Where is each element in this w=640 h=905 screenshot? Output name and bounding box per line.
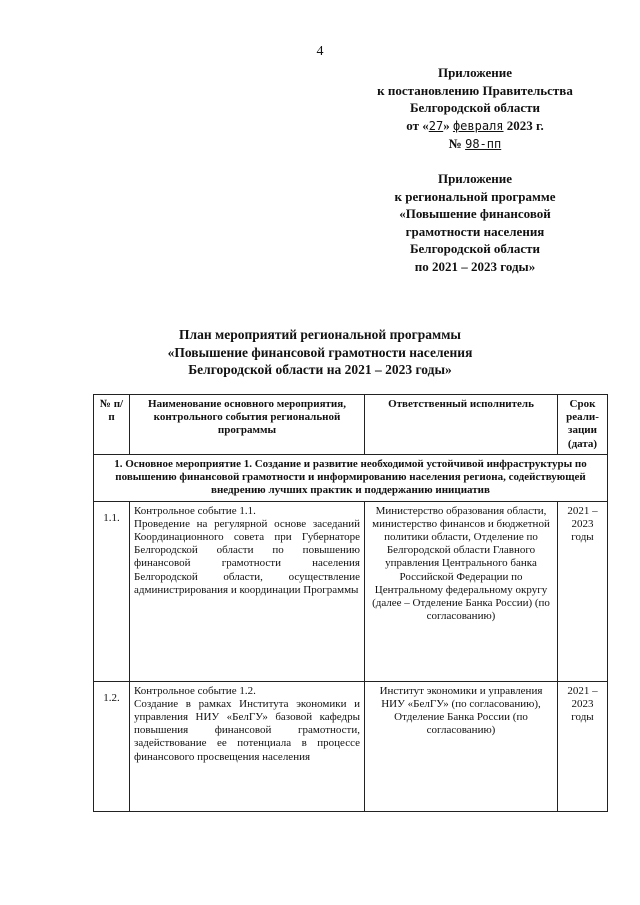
appendix-title: Приложение	[437, 171, 513, 186]
row-responsible: Министерство образования области, министерство финансов и бюджетной политики области, Отделение по Белгородской области Главного управления Центрального банка Российской Федерации по Центральному федеральному округу (далее – Отделение Банка России) (по согласованию)	[365, 501, 558, 681]
table-header-row	[94, 395, 608, 455]
resolution-number: № 98-пп	[448, 136, 502, 151]
appendix-line: Белгородской области	[409, 100, 541, 115]
appendix-line: по 2021 – 2023 годы»	[414, 258, 536, 274]
control-event: Контрольное событие 1.2.	[134, 684, 256, 697]
plan-title: План мероприятий региональной программы «Повышение финансовой грамотности населения Белгородской области на 2021 – 2023 годы»	[167, 327, 473, 377]
header-num: № п/п	[94, 395, 130, 455]
row-description	[130, 681, 365, 811]
row-description	[130, 501, 365, 681]
resolution-number-value: 98-пп	[465, 137, 502, 151]
page-number: 4	[316, 44, 324, 59]
header-name: Наименование основного мероприятия, контрольного события региональной программы	[130, 395, 365, 455]
section-row	[94, 455, 608, 502]
appendix-line: Белгородской области	[409, 241, 541, 256]
resolution-month: февраля	[452, 118, 504, 133]
resolution-day: 27	[428, 118, 444, 133]
section-title: 1. Основное мероприятие 1. Создание и развитие необходимой устойчивой инфраструктуры по повышению финансовой грамотности и информированию населения региона, содействующей внедрению лучших практик и поддержанию инициатив	[94, 455, 608, 502]
event-description: Создание в рамках Института экономики и управления НИУ «БелГУ» базовой кафедры повышения финансовой грамотности, задействование ее потенциала в процессе финансового просвещения населения	[134, 697, 360, 763]
row-responsible: Институт экономики и управления НИУ «БелГУ» (по согласованию), Отделение Банка России (по согласованию)	[365, 681, 558, 811]
appendix-government-resolution	[330, 64, 620, 154]
table-row	[94, 501, 608, 681]
appendix-regional-program	[330, 170, 620, 275]
appendix-title: Приложение	[437, 65, 513, 80]
appendix-line: к региональной программе	[394, 188, 556, 204]
resolution-date: от «27» февраля 2023 г.	[406, 117, 544, 133]
header-responsible: Ответственный исполнитель	[365, 395, 558, 455]
row-term: 2021 – 2023 годы	[558, 501, 608, 681]
control-event: Контрольное событие 1.1.	[134, 504, 256, 517]
plan-table	[93, 394, 608, 812]
appendix-line: к постановлению Правительства	[377, 82, 573, 98]
header-term: Срок реали-зации (дата)	[558, 395, 608, 455]
appendix-line: «Повышение финансовой	[399, 206, 551, 221]
table-row	[94, 681, 608, 811]
appendix-line: грамотности населения	[405, 223, 545, 239]
row-num: 1.2.	[94, 681, 130, 811]
event-description: Проведение на регулярной основе заседаний Координационного совета при Губернаторе Белгородской области по повышению финансовой грамотности населения Белгородской области, осуществление администрирования и координации Программы	[134, 517, 360, 596]
row-num: 1.1.	[94, 501, 130, 681]
row-term: 2021 – 2023 годы	[558, 681, 608, 811]
